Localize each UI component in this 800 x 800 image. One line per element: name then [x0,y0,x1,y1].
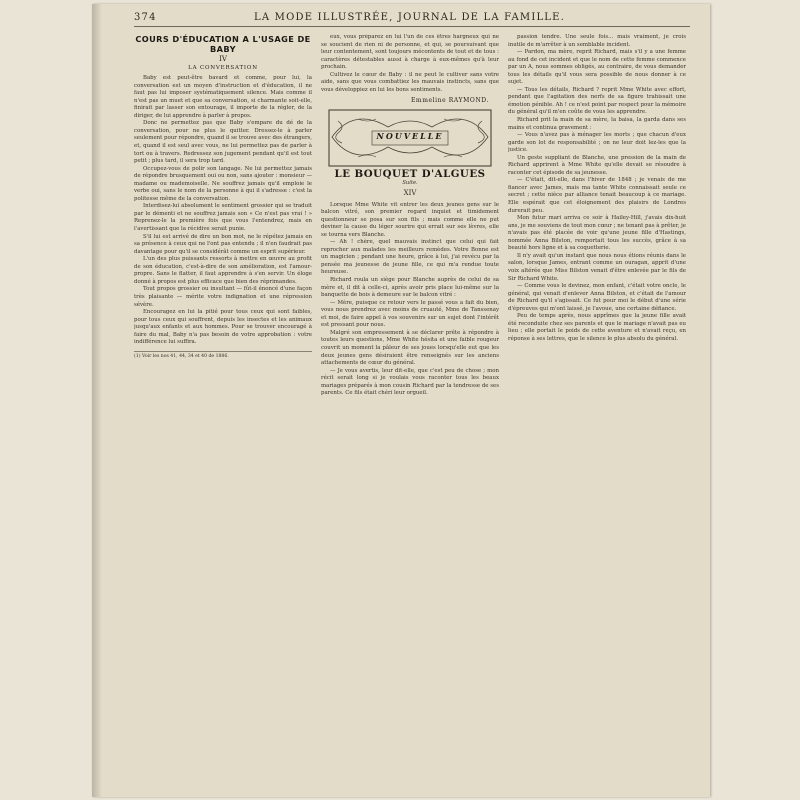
chapter-number: IV [219,55,227,63]
paragraph: — C'était, dit-elle, dans l'hiver de 1848 ; je venais de me fiancer avec James, mais ma tante White connaissait seule ce secret ; cette nièce par alliance tenait beaucoup à ce mariage. Elle espérait que cet éloignement des plaisirs de Londres durerait peu. [508,177,686,214]
paragraph: eux, vous préparez en lui l'un de ces êtres hargneux qui ne se soucient de rien ni de personne, et qui, se poursuivant que leur contentement, sont toujours mécontents de tout et de tous : caractères détestables aussi à charge à eux-mêmes qu'à leur prochain. [321,34,499,71]
story-title: LE BOUQUET D'ALGUES [334,167,486,180]
paragraph: Richard roula un siège pour Blanche auprès de celui de sa mère et, il dit à celle-ci, après avoir pris place lui-même sur la banquette de bois à demeure sur le balcon vitré : [321,277,499,299]
paragraph: S'il lui est arrivé de dire un bon mot, ne le répétez jamais en sa présence à ceux qui ne l'ont pas entendu ; il n'en faudrait pas davantage pour qu'il se considérât comme un esprit supérieur. [134,233,312,255]
paragraph: Cultivez le cœur de Baby : il ne peut le cultiver sans votre aide, sans que vous combattiez les mauvais instincts, sans que vous développiez en lui les bons sentiments. [321,71,499,93]
paragraph: Il n'y avait qu'un instant que nous nous étions réunis dans le salon, lorsque James, entrant comme un ouragan, apprit d'une voix altérée que Miss Bilston venait d'être enlevée par le fils de Sir Richard White. [508,252,686,282]
page-header [134,10,690,27]
column-3 [508,34,686,778]
paragraph: — Je vous avertis, leur dit-elle, que c'est peu de chose ; mon récit serait long si je voulais vous raconter tous les beaux mariages préparés à mon cousin Richard par la tendresse de ses parents. Ce fils était chéri leur orgueil. [321,367,499,397]
author-signature: Emmeline RAYMOND. [410,97,489,105]
page-fold-shadow [92,4,102,797]
section-subtitle: LA CONVERSATION [188,64,258,71]
footnote: (1) Voir les nos 41, 44, 34 et 40 de 1886. [134,351,312,360]
paragraph: passion tendre. Une seule fois... mais vraiment, je crois inutile de m'arrêter à un semblable incident. [508,34,686,48]
paragraph: Richard prit la main de sa mère, la baisa, la garda dans ses mains et continua gravement : [508,117,686,131]
paragraph: Lorsque Mme White vit entrer les deux jeunes gens sur le balcon vitré, son premier regard inquiet et timidement questionneur se posa sur son fils ; mais comme elle ne put deviner la cause du léger sourire qui errait sur ses lèvres, elle se tourna vers Blanche. [321,201,499,238]
paragraph: Donc ne permettez pas que Baby s'empare du dé de la conversation, pour ne plus le quitter. Dressez-le à parler seulement pour répondre, quand il se trouve avec des étrangers, et, quand il est seul avec vous, ne lui permettez pas de parler à tort ou à travers. Redressez son jugement pendant qu'il est tout petit ; plus tard, il sera trop tard. [134,120,312,165]
paragraph: Baby est peut-être bavard et comme, pour lui, la conversation est un moyen d'instruction et d'éducation, il ne faut pas lui imposer systématiquement silence. Mais comme il n'est pas un muet et que sa conversation, si charmante soit-elle, finirait par lasser son entourage, il importe de la régler, de la diriger, de lui apprendre à parler à propos. [134,75,312,119]
paragraph: Peu de temps après, nous apprîmes que la jeune fille avait été reconduite chez ses parents et que le mariage n'avait pas eu lieu ; elle portait le poids de cette aventure et n'avait reçu, en réponse à ses lettres, que le silence le plus absolu du général. [508,313,686,342]
paragraph: L'un des plus puissants ressorts à mettre en œuvre au profit de son éducation, c'est-à-dire de son amélioration, est l'amour-propre. Sans le flatter, il faut apprendre à s'en servir. Un éloge donné à propos est plus efficace que bien des réprimandes. [134,256,312,285]
paragraph: Un geste suppliant de Blanche, une pression de la main de Richard apprirent à Mme White qu'elle devait se résoudre à raconter cet épisode de sa jeunesse. [508,154,686,176]
story-byline: Suite. [402,180,418,187]
paragraph: — Mère, puisque ce retour vers le passé vous a fait du bien, vous nous prendrez avec moins de cruauté, Mme de Tanssenay et moi, de faire appel à vos souvenirs sur un sujet dont l'intérêt est pressant pour nous. [321,299,499,329]
paragraph: Mon futur mari arriva ce soir à Hailey-Hill, j'avais dix-huit ans, je me souviens de tout mon cœur ; ne tenant pas à prêter, je n'avais pas été placée de voir qu'une jeune fille d'Hastings, nommée Anna Bilston, remportait tous les succès, grâce à sa beauté hors ligne et à sa coquetterie. [508,215,686,252]
paragraph: Malgré son empressement à se déclarer prête à répondre à toutes leurs questions, Mme White hésita et une faible rougeur couvrit un moment la pâleur de ses joues lorsqu'elle eut que les deux jeunes gens désiraient être renseignés sur les anciens attachements de cœur du général. [321,329,499,367]
paragraph: — Pardon, ma mère, reprit Richard, mais s'il y a une femme au fond de cet incident et que le nom de cette femme commence par un A, nous sommes obligés, au contraire, de vous demander tous les détails qu'il vous sera possible de nous donner à ce sujet. [508,49,686,86]
story-chapter: XIV [403,189,417,198]
column-2 [321,34,499,778]
paragraph: — Tous les détails, Richard ? reprit Mme White avec effort, pendant que l'agitation des nerfs de sa figure trahissait une émotion pénible. Ah ! ce n'est point par respect pour la mémoire du général qu'il m'en coûte de vous les apprendre. [508,86,686,116]
newspaper-page [92,4,710,797]
paragraph: Interdisez-lui absolument le sentiment grossier qui se traduit par le démenti et ne souffrez jamais son « Ce n'est pas vrai ! » Reprenez-le la première fois que vous l'entendrez, mais en l'avertissant que la récidive serait punie. [134,203,312,233]
banner-label: NOUVELLE [376,130,444,141]
column-1 [134,34,312,778]
paragraph: — Vous n'avez pas à ménager les morts ; que chacun d'eux garde son lot de responsabilité ; on ne leur doit lez-les que la justice. [508,132,686,154]
paragraph: — Comme vous le devinez, mon enfant, c'était votre oncle, le général, qui venait d'enlever Anna Bilston, et c'était de l'amour de Richard qu'il s'agissait. Ce fut pour moi le début d'une série d'épreuves qui m'ont laissé, je l'avoue, une certaine défiance. [508,283,686,312]
running-title: LA MODE ILLUSTRÉE, JOURNAL DE LA FAMILLE. [254,12,566,23]
page-number: 374 [134,12,157,23]
paragraph: Encouragez en lui la pitié pour tous ceux qui sont faibles, pour tous ceux qui souffrent, depuis les insectes et les animaux jusqu'aux enfants et aux hommes. Pour se trouver encouragé à faire du mal, Baby n'a pas besoin de votre approbation : votre indifférence lui suffira. [134,309,312,346]
paragraph: — Ah ! chère, quel mauvais instinct que celui qui fait reprocher aux malades les meilleurs remèdes. Votre Bonne est un magicien ; pendant une heure, grâce à lui, j'ai revécu par la pensée ma jeunesse de jeune fille, ce qui m'a rendue toute heureuse. [321,239,499,276]
paragraph: Occupez-vous de polir son langage. Ne lui permettez jamais de répondre brusquement oui ou non, sans ajouter : monsieur — madame ou mademoiselle. Ne souffrez jamais qu'il emploie le verbe oui, sans le nom de la personne à qui il s'adresse : c'est la politesse même de la conversation. [134,165,312,202]
nouvelle-banner [328,109,492,167]
paragraph: Tout propos grossier ou insultant — fût-il énoncé d'une façon très plaisante — mérite votre indignation et une répression sévère. [134,286,312,308]
article-title: COURS D'ÉDUCATION A L'USAGE DE BABY [135,34,311,54]
